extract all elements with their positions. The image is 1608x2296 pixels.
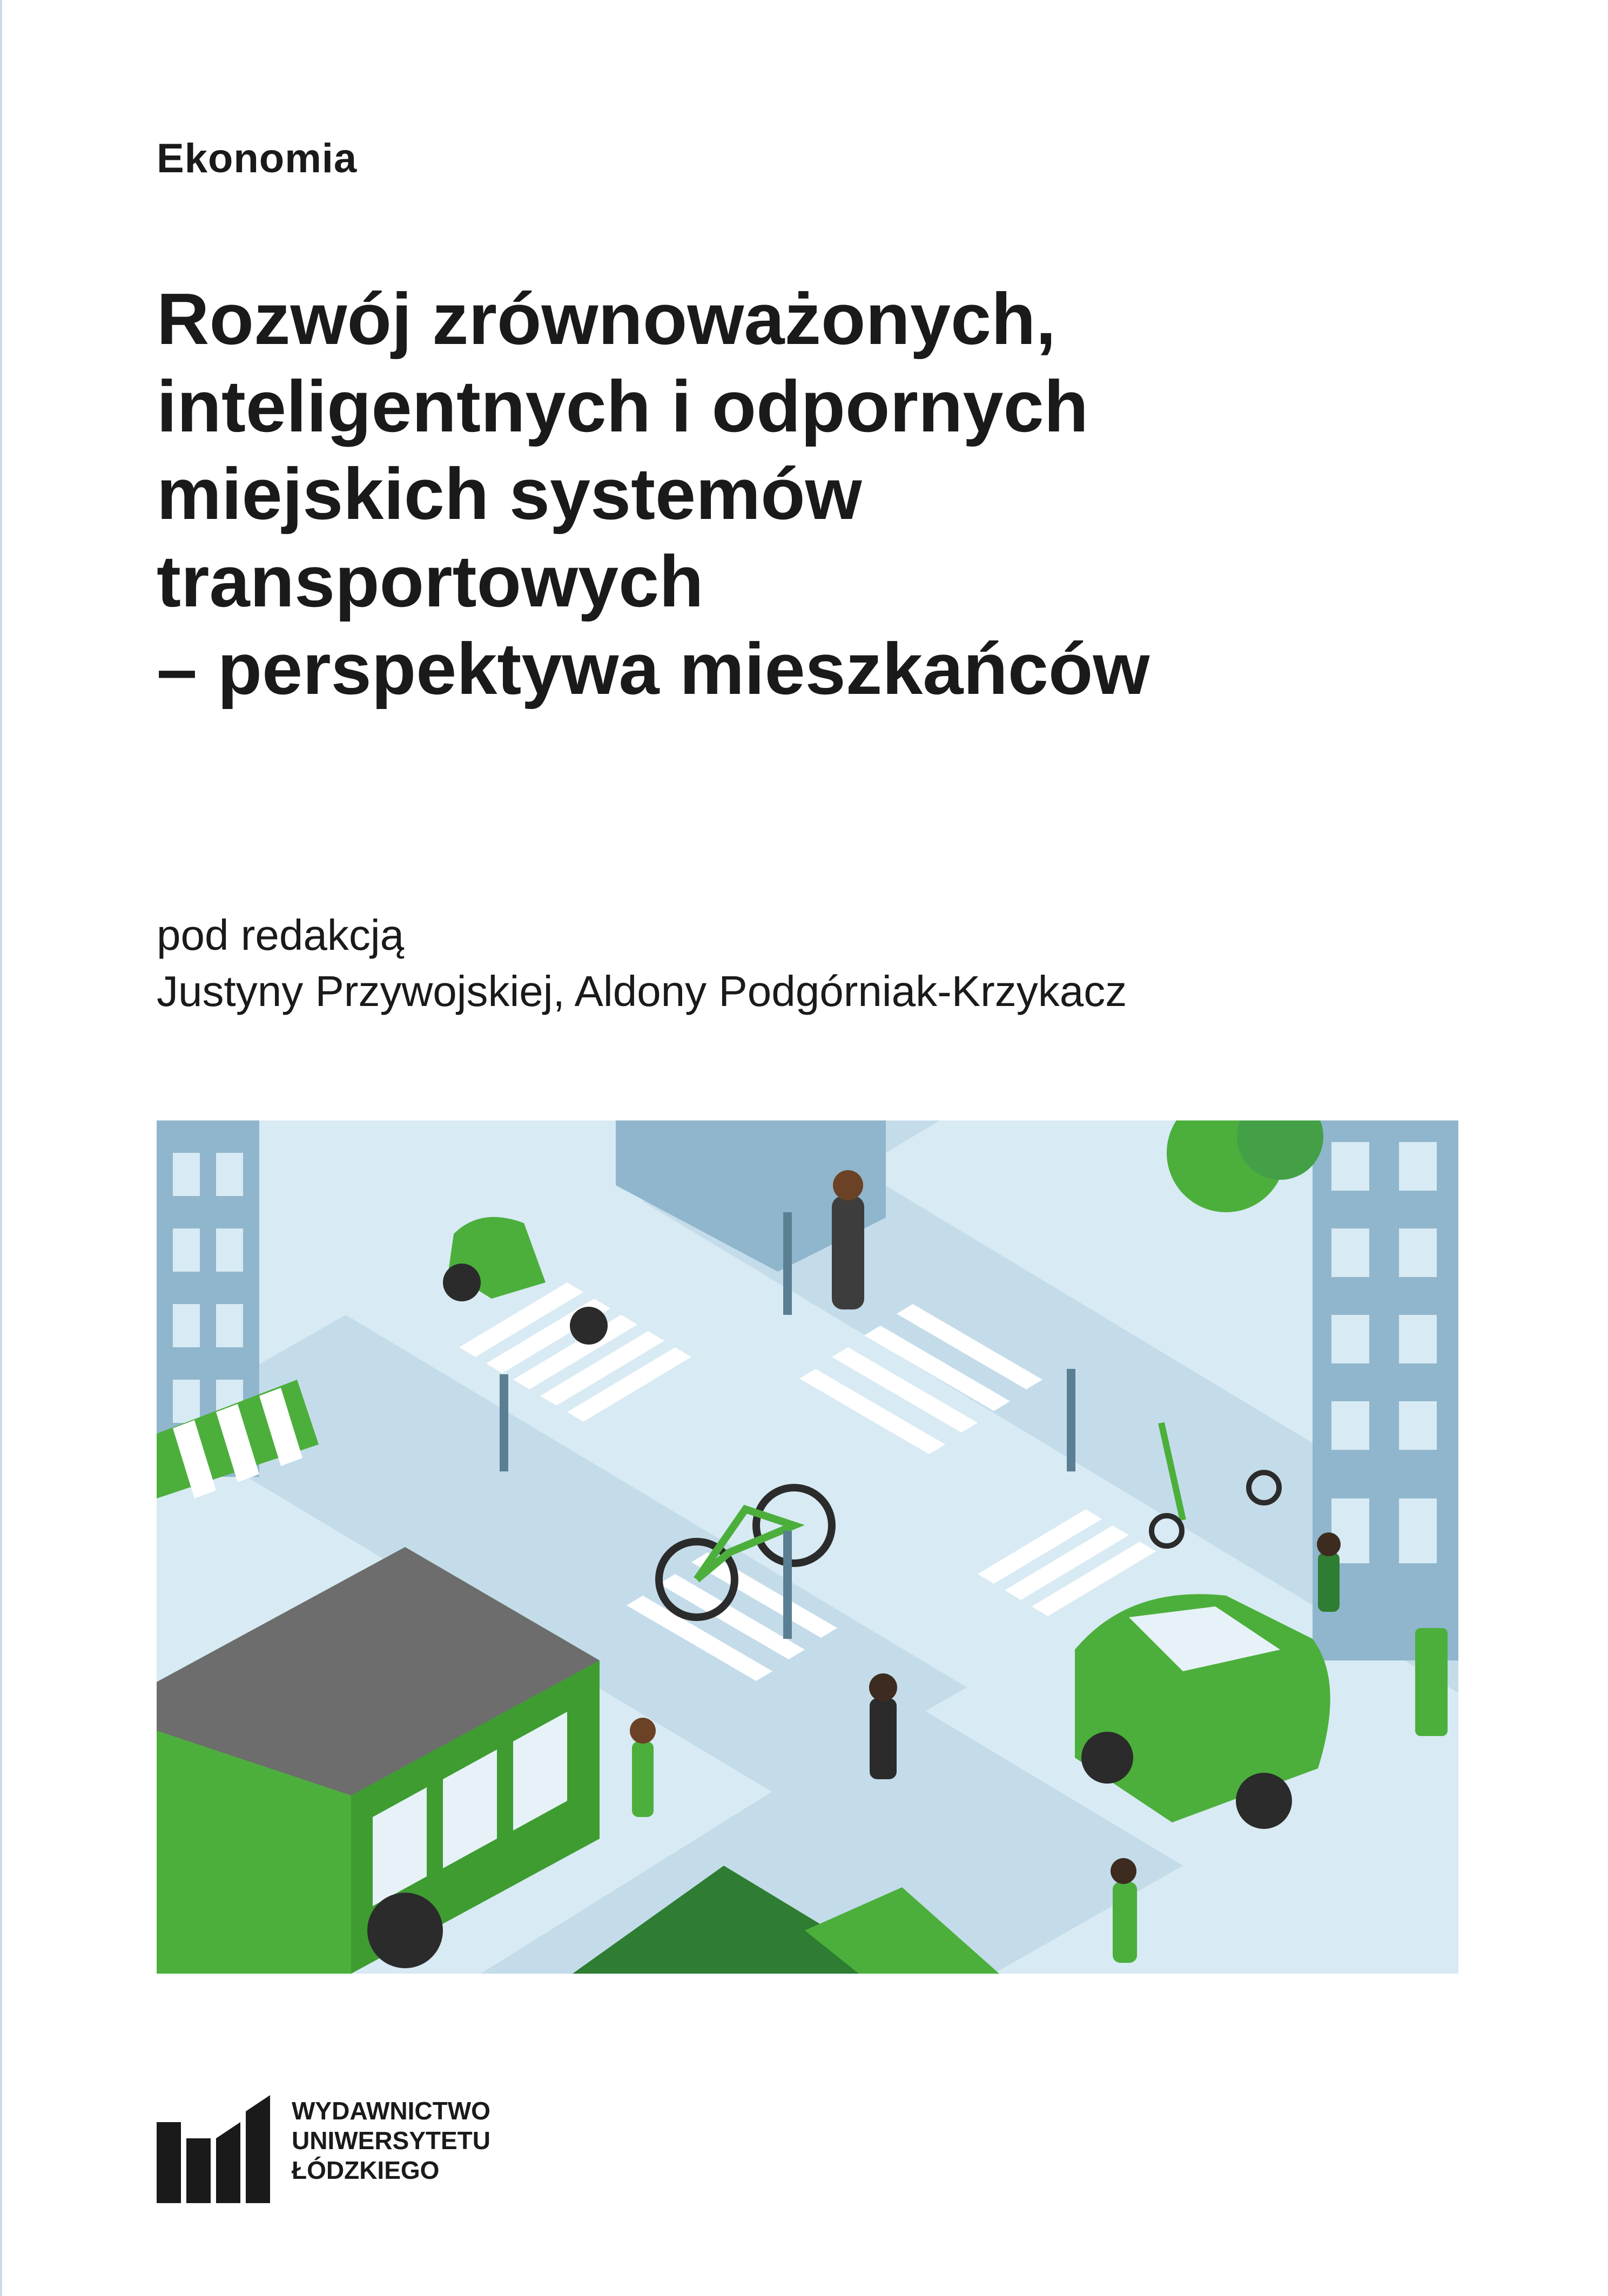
- publisher-name: [292, 2096, 490, 2186]
- left-edge-line: [0, 0, 2, 2296]
- publisher-line: WYDAWNICTWO: [292, 2097, 490, 2125]
- title-line: inteligentnych i odpornych: [157, 366, 1089, 447]
- publisher-line: ŁÓDZKIEGO: [292, 2156, 440, 2185]
- book-title: [157, 275, 1507, 713]
- bus-wheel: [367, 1893, 443, 1968]
- publisher-line: UNIWERSYTETU: [292, 2126, 490, 2155]
- city-intersection-illustration: [157, 1120, 1458, 1974]
- editors-block: [157, 907, 1127, 1019]
- series-label: Ekonomia: [157, 136, 358, 181]
- editors-label: pod redakcją: [157, 911, 405, 959]
- title-line: – perspektywa mieszkańców: [157, 628, 1150, 710]
- editors-names: Justyny Przywojskiej, Aldony Podgórniak-Krzykacz: [157, 967, 1127, 1015]
- title-line: miejskich systemów: [157, 453, 862, 535]
- car-wheel: [1081, 1732, 1133, 1784]
- publisher-logo-mark-icon: [157, 2090, 275, 2203]
- title-line: Rozwój zrównoważonych,: [157, 278, 1057, 360]
- title-line: transportowych: [157, 541, 704, 622]
- charging-station: [1415, 1628, 1448, 1736]
- car-wheel: [1236, 1773, 1292, 1829]
- cover-illustration: [157, 1120, 1458, 1974]
